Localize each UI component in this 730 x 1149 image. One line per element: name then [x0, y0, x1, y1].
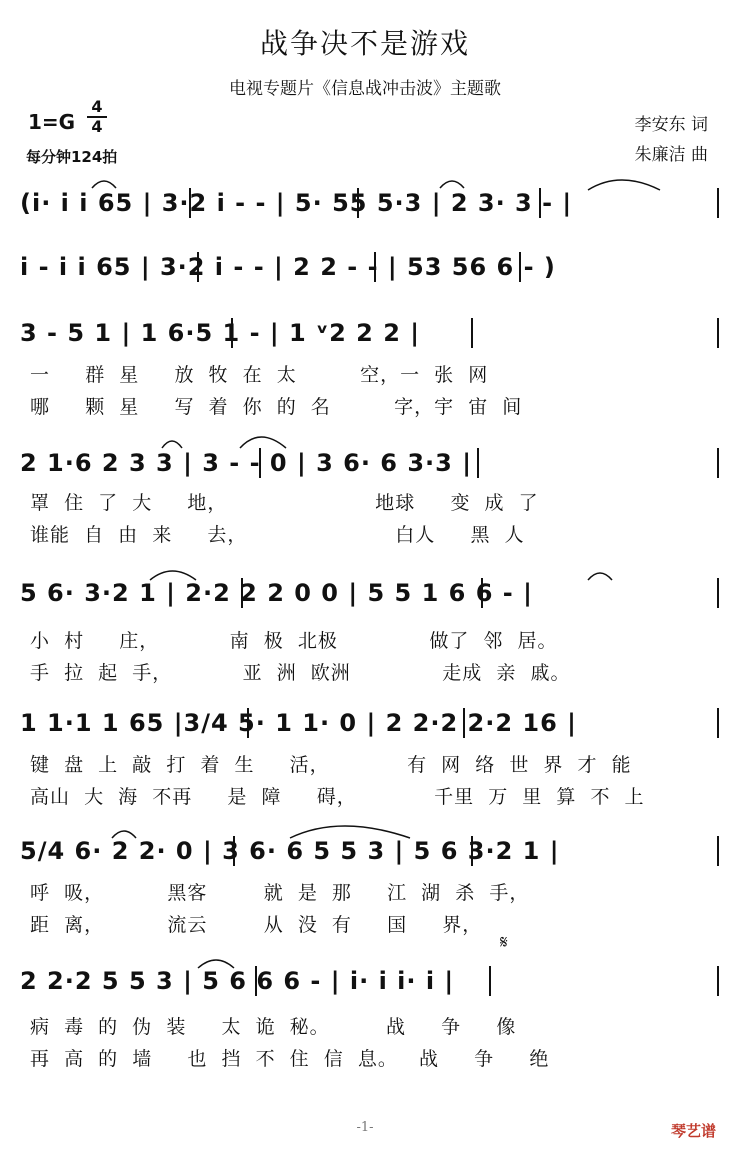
lyric-row-5-verse-2: 手 拉 起 手， 亚 洲 欧洲 走成 亲 戚。 — [30, 662, 571, 684]
lyricist-credit: 李安东 词 — [634, 115, 708, 135]
lyric-row-4-verse-2: 谁能 自 由 来 去， 白人 黑 人 — [30, 524, 525, 546]
site-logo: 琴艺谱 — [670, 1122, 716, 1140]
lyric-row-3-verse-1: 一 群 星 放 牧 在 太 空，一 张 网 — [30, 364, 489, 386]
lyric-row-6-verse-1: 键 盘 上 敲 打 着 生 活， 有 网 络 世 界 才 能 — [30, 754, 632, 776]
lyric-row-8-verse-2: 再 高 的 墙 也 挡 不 住 信 息。 战 争 绝 — [30, 1048, 550, 1070]
notation-row-4: 2 1·6 2 3 3 | 3 - - 0 | 3 6· 6 3·3 | — [20, 449, 472, 477]
score-row-1 — [20, 180, 720, 226]
lyric-row-7-verse-2: 距 离， 流云 从 没 有 国 界， — [30, 914, 483, 936]
notation-row-3: 3 - 5 1 | 1 6·5 1 - | 1 ᵛ2 2 2 | — [20, 319, 421, 347]
page-number: -1- — [356, 1120, 374, 1135]
notation-row-7: 5/4 6· 2 2· 0 | 3 6· 6 5 5 3 | 5 6 3·2 1 | — [20, 837, 560, 865]
score-row-5 — [20, 570, 720, 616]
key-signature: 1=G — [28, 110, 76, 134]
lyric-row-6-verse-2: 高山 大 海 不再 是 障 碍， 千里 万 里 算 不 上 — [30, 786, 645, 808]
lyric-row-3-verse-2: 哪 颗 星 写 着 你 的 名 字，宇 宙 间 — [30, 396, 523, 418]
score-row-6 — [20, 700, 720, 746]
time-signature — [87, 98, 107, 136]
score-row-8 — [20, 958, 720, 1004]
lyric-row-4-verse-1: 罩 住 了 大 地， 地球 变 成 了 — [30, 492, 539, 514]
notation-row-8: 2 2·2 5 5 3 | 5 6 6 6 - | i· i i· i | — [20, 967, 455, 995]
score-row-7 — [20, 828, 720, 874]
song-title: 战争决不是游戏 — [259, 27, 470, 60]
notation-row-1: (i· i i 65 | 3·2 i - - | 5· 55 5·3 | 2 3· 3 - | — [20, 189, 573, 217]
lyric-row-8-verse-1: 病 毒 的 伪 装 太 诡 秘。 战 争 像 — [30, 1016, 517, 1038]
song-subtitle: 电视专题片《信息战冲击波》主题歌 — [229, 79, 501, 99]
time-signature-top: 4 — [91, 97, 103, 116]
segno-sign: 𝄋 — [500, 932, 508, 953]
score-row-4 — [20, 440, 720, 486]
notation-row-2: i - i i 65 | 3·2 i - - | 2 2 - - | 53 56 6 - ) — [20, 253, 556, 281]
notation-row-5: 5 6· 3·2 1 | 2·2 2 2 0 0 | 5 5 1 6 6 - | — [20, 579, 533, 607]
score-row-3 — [20, 310, 720, 356]
time-signature-bottom: 4 — [91, 117, 103, 136]
tempo-marking: 每分钟124拍 — [26, 148, 118, 166]
notation-row-6: 1 1·1 1 65 |3/4 5· 1 1· 0 | 2 2·2 2·2 16 | — [20, 709, 577, 737]
composer-credit: 朱廉洁 曲 — [634, 145, 708, 165]
lyric-row-7-verse-1: 呼 吸， 黑客 就 是 那 江 湖 杀 手， — [30, 882, 530, 904]
score-row-2 — [20, 244, 720, 290]
lyric-row-5-verse-1: 小 村 庄， 南 极 北极 做了 邻 居。 — [30, 630, 558, 652]
